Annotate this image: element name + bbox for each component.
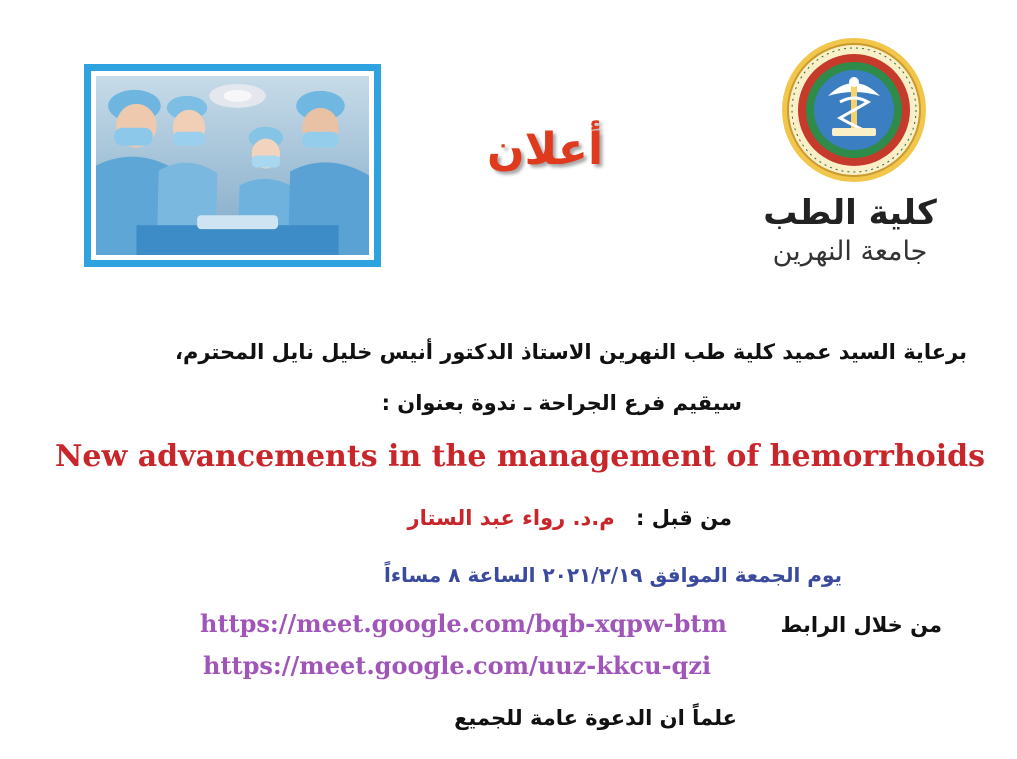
announcement-title: أعلان — [486, 124, 604, 175]
closing-line: علماً ان الدعوة عامة للجميع — [454, 706, 737, 730]
date-time-line: يوم الجمعة الموافق ٢٠٢١/٢/١٩ الساعة ٨ مساءاً — [383, 563, 842, 587]
college-seal-logo — [778, 36, 930, 184]
surgery-photo-image — [96, 76, 369, 255]
meeting-link-2[interactable]: https://meet.google.com/uuz-kkcu-qzi — [203, 651, 712, 680]
college-name: كلية الطب — [763, 193, 937, 233]
meeting-link-1[interactable]: https://meet.google.com/bqb-xqpw-btm — [200, 609, 727, 638]
university-name: جامعة النهرين — [772, 236, 928, 267]
presenter-row — [408, 508, 733, 529]
seminar-topic: New advancements in the management of hemorrhoids — [54, 439, 986, 474]
surgery-photo — [84, 64, 381, 267]
presenter-label: من قبل : — [636, 506, 732, 530]
link-label: من خلال الرابط — [780, 613, 942, 637]
organizer-line: سيقيم فرع الجراحة ـ ندوة بعنوان : — [381, 391, 742, 415]
patronage-line: برعاية السيد عميد كلية طب النهرين الاستاذ الدكتور أنيس خليل نايل المحترم، — [174, 340, 967, 364]
presenter-name: م.د. رواء عبد الستار — [407, 506, 615, 530]
